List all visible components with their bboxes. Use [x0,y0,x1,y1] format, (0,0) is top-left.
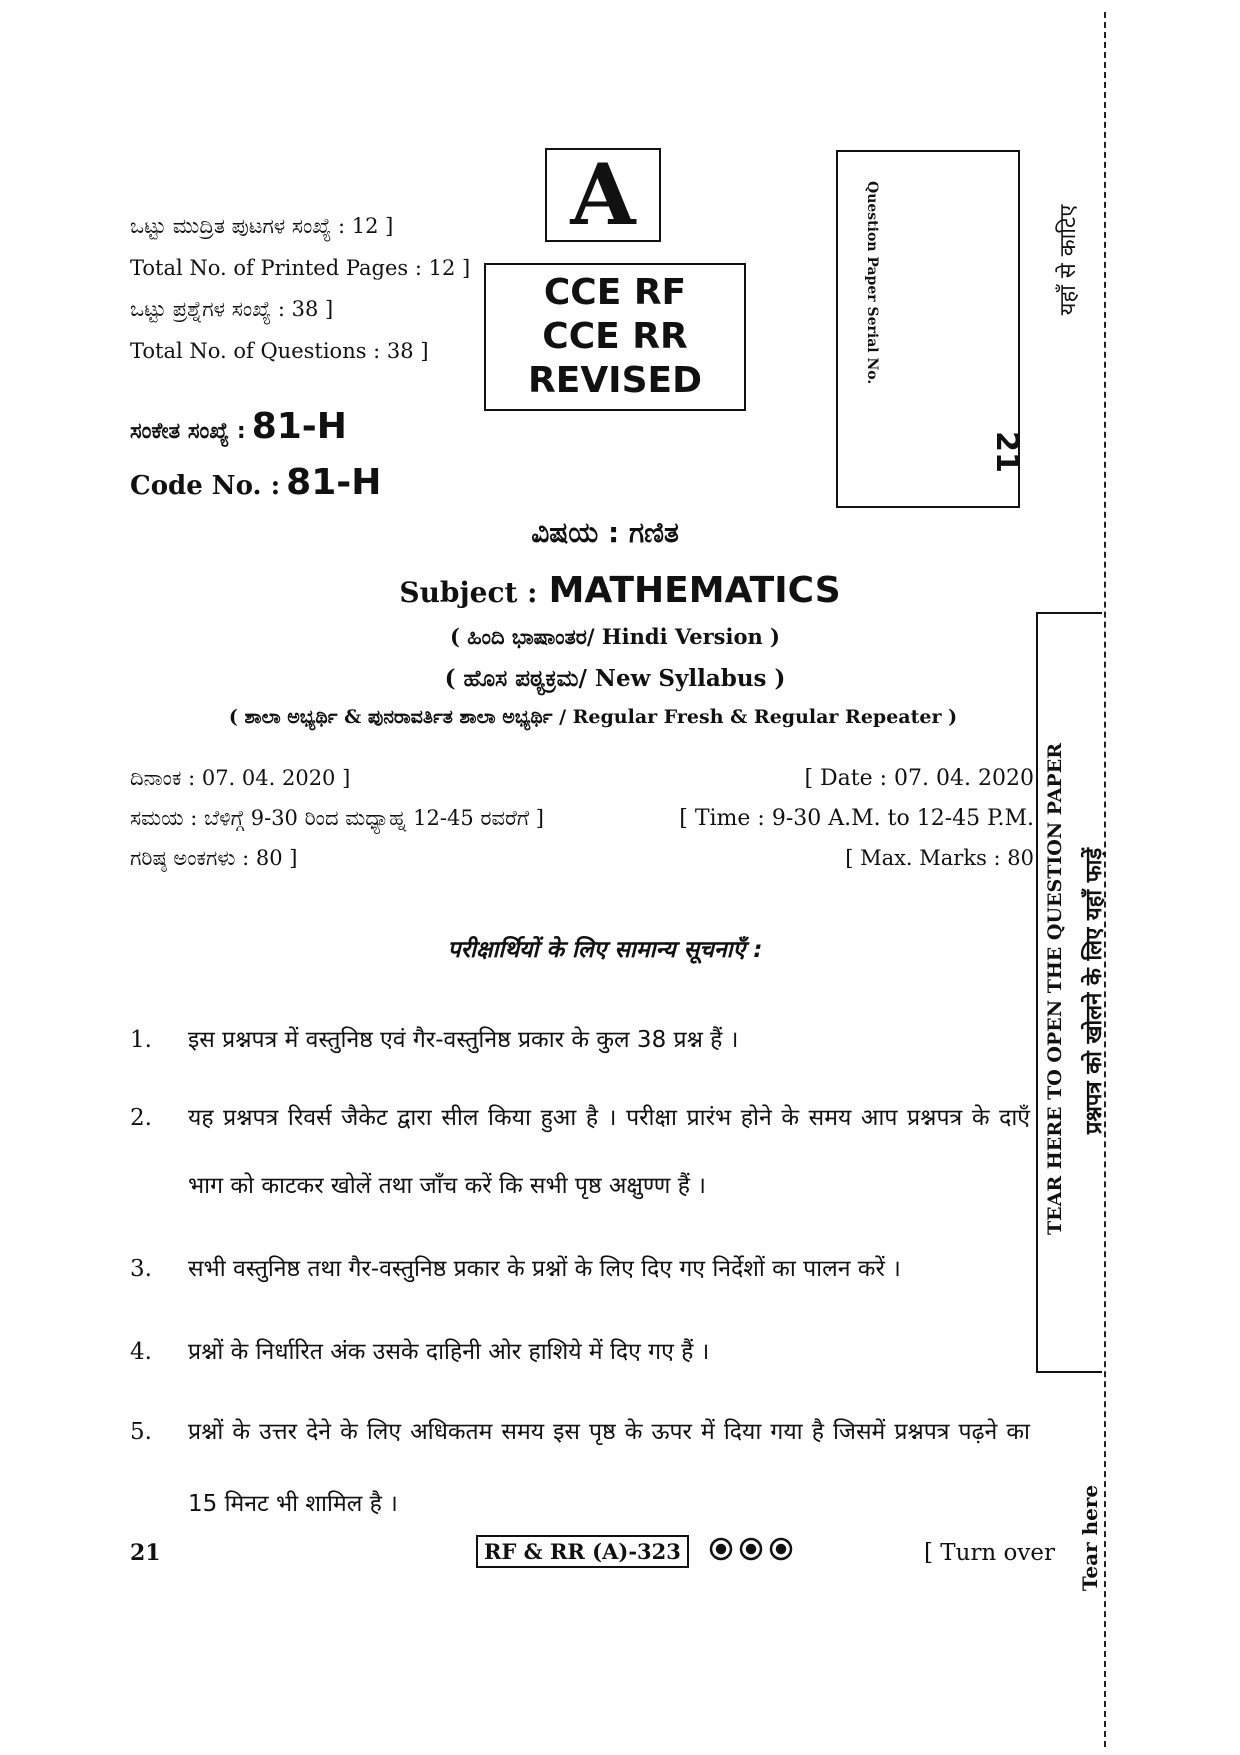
instruction-item [130,1249,1030,1309]
instruction-item [130,1098,1030,1218]
time-kannada: ಸಮಯ : ಬೆಳಿಗ್ಗೆ 9-30 ರಿಂದ ಮಧ್ಯಾಹ್ನ 12-45 ರವರೆಗೆ ] [130,806,544,830]
subject-name: MATHEMATICS [548,570,841,611]
version-line: ( ಹಿಂದಿ ಭಾಷಾಂತರ/ Hindi Version ) [450,624,780,649]
questions-count-english: Total No. of Questions : 38 ] [130,339,429,363]
instruction-number: 1. [130,1027,152,1053]
time-english: [ Time : 9-30 A.M. to 12-45 P.M. [679,806,1034,831]
instruction-text: इस प्रश्नपत्र में वस्तुनिष्ठ एवं गैर-वस्तुनिष्ठ प्रकार के कुल 38 प्रश्न हैं । [188,1027,739,1053]
code-english-label: Code No. : [130,471,281,501]
printed-pages-english: Total No. of Printed Pages : 12 ] [130,256,471,280]
subject-kannada: ವಿಷಯ : ಗಣಿತ [531,516,679,549]
marks-kannada: ಗರಿಷ್ಠ ಅಂಕಗಳು : 80 ] [130,846,298,870]
footer-code-box: RF & RR (A)-323 [476,1535,689,1568]
instruction-text: प्रश्नों के निर्धारित अंक उसके दाहिनी ओर हाशिये में दिए गए हैं । [188,1339,710,1365]
serial-number-value: 21 [988,431,1024,473]
instructions-heading: परीक्षार्थियों के लिए सामान्य सूचनाएँ : [447,937,763,963]
date-english: [ Date : 07. 04. 2020 [804,766,1034,791]
footer-flower-icons [707,1534,795,1564]
candidate-line: ( ಶಾಲಾ ಅಭ್ಯರ್ಥಿ & ಪುನರಾವರ್ತಿತ ಶಾಲಾ ಅಭ್ಯರ್ಥಿ / Regular Fresh & Regular Repeater ) [228,706,958,728]
cut-here-text: यहाँ से काटिए [1056,204,1081,316]
instruction-text: प्रश्नों के उत्तर देने के लिए अधिकतम समय इस पृष्ठ के ऊपर में दिया गया है जिसमें प्रश्नपत्र पढ़ने का 15 मिनट भी शामिल है । [188,1419,1030,1517]
code-kannada-label: ಸಂಕೇತ ಸಂಖ್ಯೆ : [130,419,246,444]
cce-line-2: CCE RR [542,316,688,357]
tear-box-english: TEAR HERE TO OPEN THE QUESTION PAPER [1044,743,1066,1235]
instruction-item [130,1332,1030,1392]
date-kannada: ದಿನಾಂಕ : 07. 04. 2020 ] [130,766,351,790]
code-number-english [130,462,381,503]
questions-count-kannada: ಒಟ್ಟು ಪ್ರಶ್ನೆಗಳ ಸಂಖ್ಯೆ : 38 ] [130,297,334,321]
printed-pages-kannada: ಒಟ್ಟು ಮುದ್ರಿತ ಪುಟಗಳ ಸಂಖ್ಯೆ : 12 ] [130,214,394,238]
code-kannada-value: 81-H [251,406,347,447]
flower-icon-center [747,1545,755,1553]
paper-version-letter: A [570,145,636,244]
serial-number-label: Question Paper Serial No. [864,181,880,385]
cce-line-3: REVISED [528,360,702,401]
tear-box-hindi: प्रश्नपत्र को खोलने के लिए यहाँ फाड़ें [1082,847,1107,1135]
instruction-number: 4. [130,1339,152,1365]
instruction-item [130,1412,1030,1532]
footer-turn-over: [ Turn over [924,1540,1056,1566]
instruction-number: 5. [130,1419,152,1445]
code-number-kannada [130,406,347,447]
instruction-item [130,1020,1030,1080]
subject-label: Subject : [399,576,538,609]
paper-version-box [545,145,661,244]
instruction-text: सभी वस्तुनिष्ठ तथा गैर-वस्तुनिष्ठ प्रकार के प्रश्नों के लिए दिए गए निर्देशों का पालन करें । [188,1256,901,1282]
code-english-value: 81-H [286,462,382,503]
instruction-number: 3. [130,1256,152,1282]
subject-title [0,570,1240,611]
flower-icon-center [717,1545,725,1553]
marks-english: [ Max. Marks : 80 [845,846,1034,870]
instruction-number: 2. [130,1105,152,1131]
cce-box [484,263,746,411]
footer-page-number: 21 [130,1540,161,1566]
syllabus-line: ( ಹೊಸ ಪಠ್ಯಕ್ರಮ/ New Syllabus ) [444,665,786,692]
flower-icon-center [777,1545,785,1553]
instruction-text: यह प्रश्नपत्र रिवर्स जैकेट द्वारा सील किया हुआ है । परीक्षा प्रारंभ होने के समय आप प्रश्नपत्र के दाएँ भाग को काटकर खोलें तथा जाँच करें कि सभी पृष्ठ अक्षुण्ण हैं । [188,1105,1030,1199]
footer-tear-here: Tear here [1078,1484,1102,1592]
cce-line-1: CCE RF [543,272,687,313]
